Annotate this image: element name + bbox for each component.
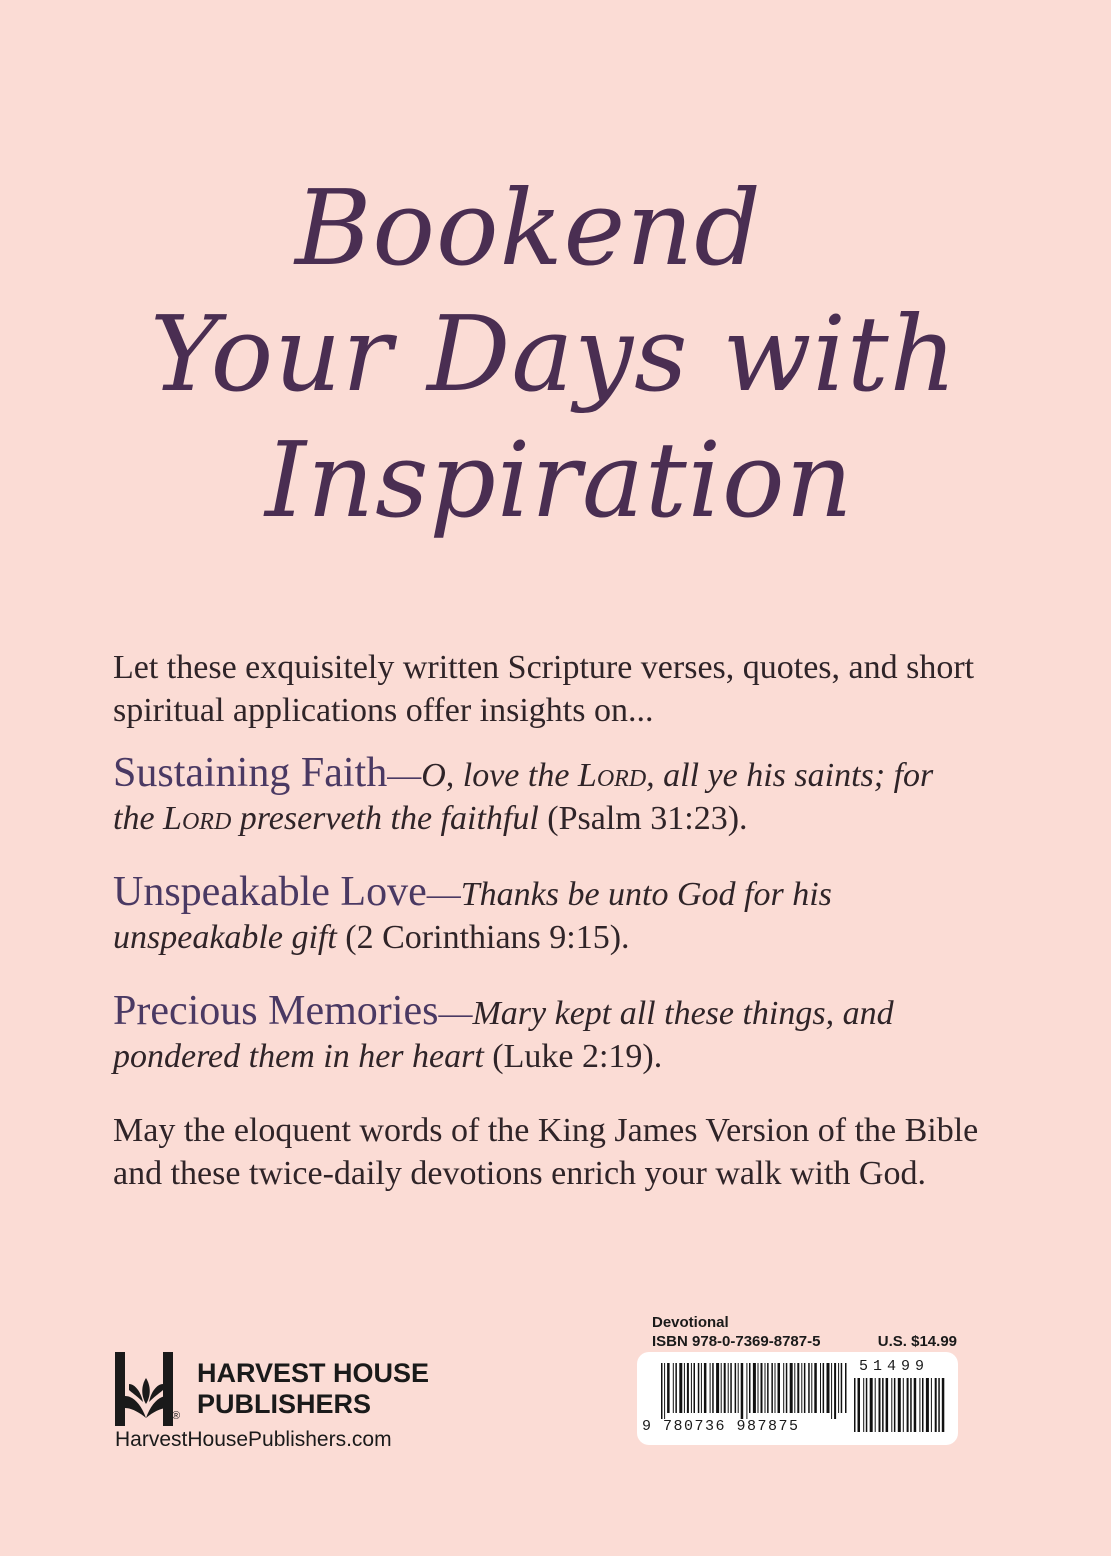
title-line-3: Inspiration [265,419,854,541]
em-dash: — [426,876,461,913]
verse-part: O, love the [421,757,578,794]
closing-paragraph: May the eloquent words of the King James Version of the Bible and these twice-daily devotions enrich your walk with God. [113,1112,979,1192]
barcode-label [637,1352,958,1445]
title-line-2: Your Days with [150,293,958,415]
title-line-1: Bookend [295,167,762,289]
barcode-addon-icon [852,1378,947,1432]
entry-heading: Precious Memories [113,988,439,1034]
verse-part: preserveth the faithful [231,800,539,837]
intro-paragraph: Let these exquisitely written Scripture verses, quotes, and short spiritual applications offer insights on... [113,649,975,729]
harvest-house-logo-icon [115,1352,177,1428]
entry-sustaining-faith [113,752,983,840]
back-cover-copy [113,646,983,1195]
publisher-url: HarvestHousePublishers.com [115,1428,392,1451]
verse-text: Mary kept all these things, and pondered them in her heart [113,995,894,1075]
barcode-icon [659,1363,849,1419]
em-dash: — [387,757,422,794]
lord-small-caps: Lord [577,757,647,794]
book-category: Devotional [652,1314,729,1331]
entry-heading: Unspeakable Love [113,869,427,915]
publisher-name [197,1358,429,1420]
verse-reference: (Luke 2:19). [483,1038,663,1075]
em-dash: — [438,995,473,1032]
isbn-number: ISBN 978-0-7369-8787-5 [652,1333,821,1350]
entry-unspeakable-love [113,871,983,959]
verse-text: Thanks be unto God for his unspeakable gift [113,876,832,956]
publisher-name-line-2: PUBLISHERS [197,1389,372,1419]
entry-heading: Sustaining Faith [113,750,388,796]
lord-small-caps: Lord [163,800,232,837]
verse-part: , all ye his saints; for the [113,757,934,837]
barcode-digits: 9 780736 987875 [642,1418,800,1435]
barcode-addon-digits: 51499 [859,1358,930,1375]
cover-title [130,165,990,543]
publisher-name-line-1: HARVEST HOUSE [197,1358,430,1388]
isbn-info [652,1313,957,1351]
price: U.S. $14.99 [877,1333,957,1350]
registered-mark: ® [172,1410,181,1422]
verse-reference: (2 Corinthians 9:15). [336,919,630,956]
verse-reference: (Psalm 31:23). [538,800,748,837]
entry-precious-memories [113,990,983,1078]
